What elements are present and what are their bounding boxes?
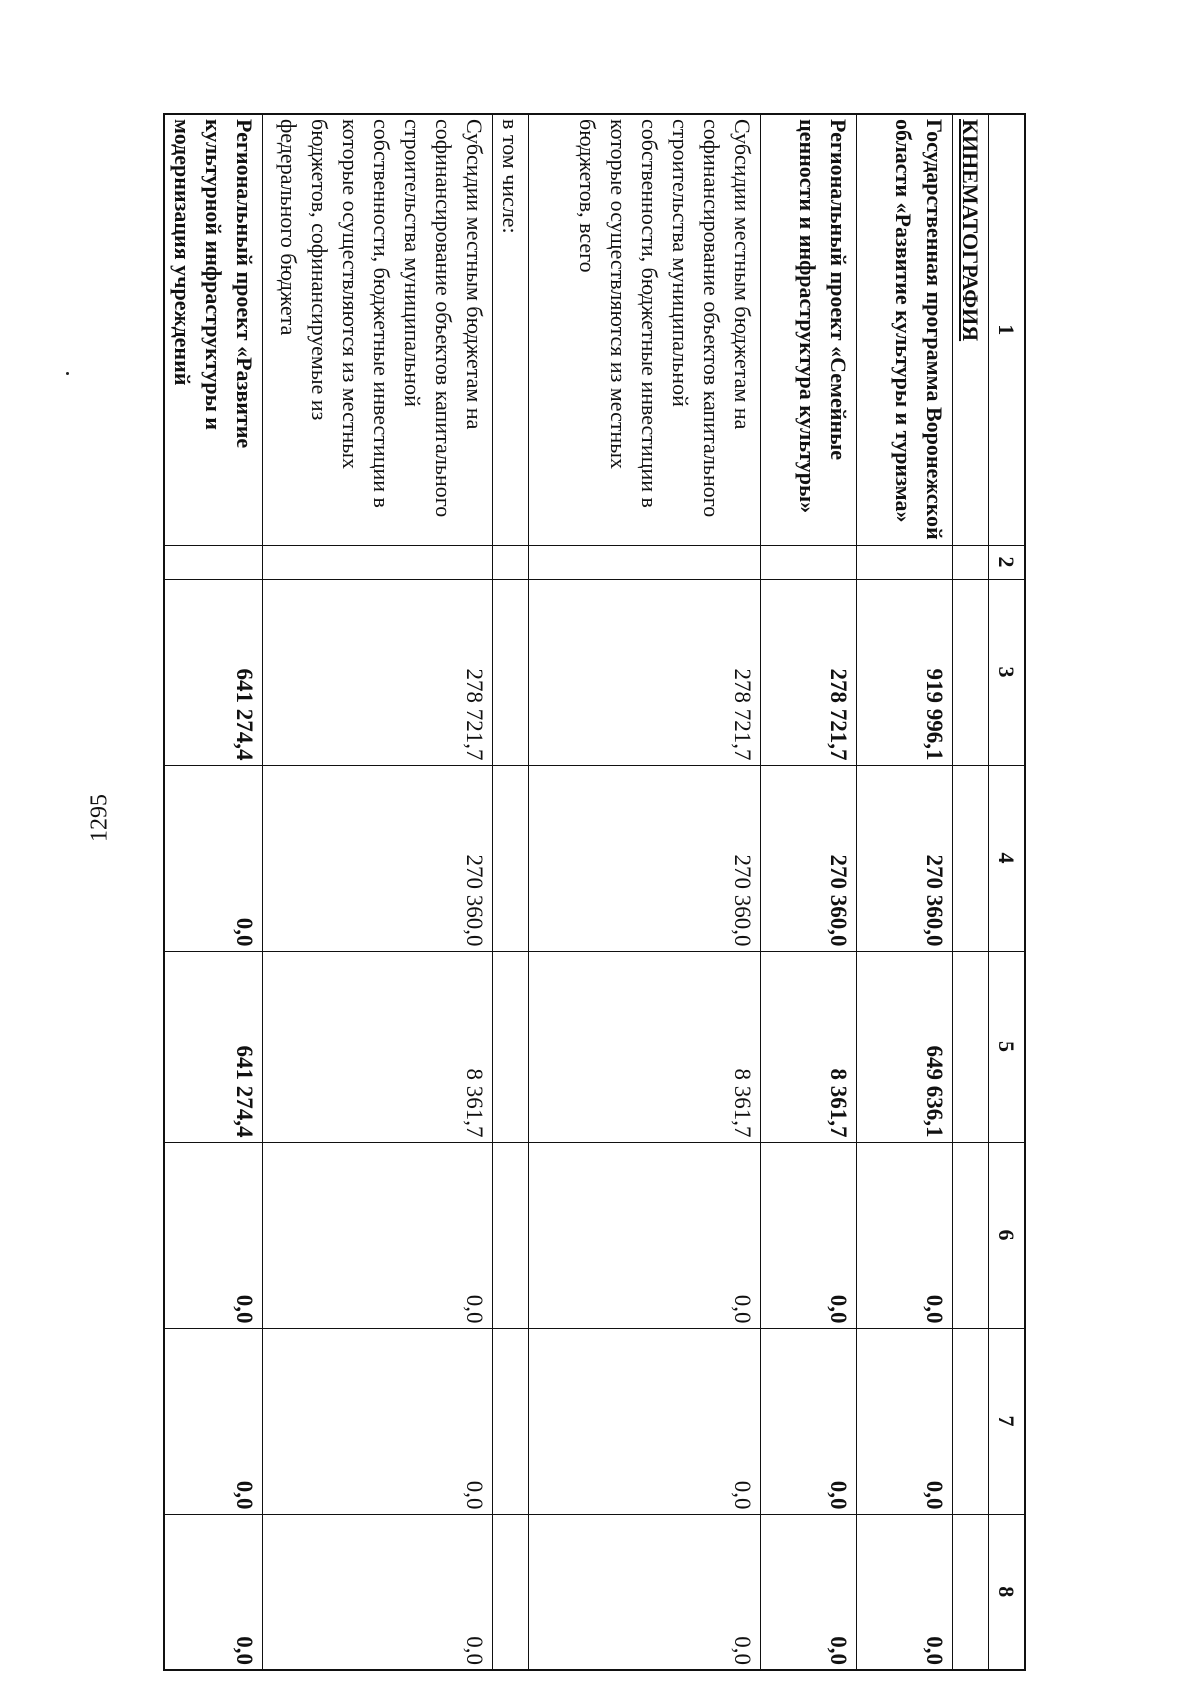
cell <box>493 951 529 1142</box>
table-row <box>529 114 761 1670</box>
cell-value: 270 360,0 <box>263 765 493 951</box>
row-name: Субсидии местным бюджетам на софинансирование объектов капитального строительства муниципальной собственности, бюджетные инвестиции в которые осуществляются из местных бюджетов, софинансируемые из федерального бюджета <box>263 114 493 545</box>
cell-value: 8 361,7 <box>761 951 857 1142</box>
row-name: Региональный проект «Развитие культурной инфраструктуры и модернизация учреждений <box>164 114 263 545</box>
cell <box>493 1142 529 1328</box>
cell-value: 0,0 <box>529 1142 761 1328</box>
cell <box>164 545 263 579</box>
cell-value: 278 721,7 <box>761 579 857 765</box>
cell <box>953 1142 989 1328</box>
budget-table <box>163 113 1026 1671</box>
cell-value: 0,0 <box>761 1142 857 1328</box>
table-row <box>857 114 953 1670</box>
col-header-6: 6 <box>989 1142 1026 1328</box>
section-title: КИНЕМАТОГРАФИЯ <box>953 114 989 545</box>
table-row <box>164 114 263 1670</box>
row-name: Государственная программа Воронежской области «Развитие культуры и туризма» <box>857 114 953 545</box>
cell-value: 0,0 <box>164 1514 263 1670</box>
cell-value: 0,0 <box>761 1328 857 1514</box>
row-name: Субсидии местным бюджетам на софинансирование объектов капитального строительства муниципальной собственности, бюджетные инвестиции в которые осуществляются из местных бюджетов, всего <box>529 114 761 545</box>
cell-value: 0,0 <box>263 1514 493 1670</box>
cell-value: 270 360,0 <box>857 765 953 951</box>
col-header-8: 8 <box>989 1514 1026 1670</box>
cell <box>953 951 989 1142</box>
col-header-2: 2 <box>989 545 1026 579</box>
cell-value: 270 360,0 <box>761 765 857 951</box>
cell <box>761 545 857 579</box>
cell <box>529 545 761 579</box>
cell <box>493 765 529 951</box>
header-row <box>989 114 1026 1670</box>
col-header-1: 1 <box>989 114 1026 545</box>
rotated-table-wrapper <box>170 113 1026 1669</box>
cell <box>953 545 989 579</box>
cell-value: 0,0 <box>164 1142 263 1328</box>
table-row <box>493 114 529 1670</box>
stray-dot <box>66 372 69 375</box>
col-header-7: 7 <box>989 1328 1026 1514</box>
cell-value: 0,0 <box>263 1142 493 1328</box>
table-row <box>263 114 493 1670</box>
cell-value: 8 361,7 <box>529 951 761 1142</box>
cell-value: 641 274,4 <box>164 951 263 1142</box>
cell-value: 641 274,4 <box>164 579 263 765</box>
page-number: 1295 <box>86 794 113 842</box>
cell-value: 8 361,7 <box>263 951 493 1142</box>
cell <box>263 545 493 579</box>
cell <box>857 545 953 579</box>
cell-value: 0,0 <box>529 1328 761 1514</box>
col-header-5: 5 <box>989 951 1026 1142</box>
cell-value: 0,0 <box>761 1514 857 1670</box>
row-name: в том числе: <box>493 114 529 545</box>
cell <box>953 579 989 765</box>
cell-value: 649 636,1 <box>857 951 953 1142</box>
cell-value: 278 721,7 <box>529 579 761 765</box>
cell <box>953 1328 989 1514</box>
cell-value: 0,0 <box>164 765 263 951</box>
col-header-3: 3 <box>989 579 1026 765</box>
row-name: Региональный проект «Семейные ценности и инфраструктура культуры» <box>761 114 857 545</box>
cell-value: 919 996,1 <box>857 579 953 765</box>
cell-value: 0,0 <box>857 1514 953 1670</box>
cell <box>493 579 529 765</box>
table-row <box>953 114 989 1670</box>
cell-value: 0,0 <box>164 1328 263 1514</box>
cell-value: 0,0 <box>529 1514 761 1670</box>
cell-value: 0,0 <box>857 1328 953 1514</box>
col-header-4: 4 <box>989 765 1026 951</box>
cell-value: 0,0 <box>263 1328 493 1514</box>
cell-value: 278 721,7 <box>263 579 493 765</box>
cell <box>953 1514 989 1670</box>
cell <box>493 1514 529 1670</box>
table-row <box>761 114 857 1670</box>
cell <box>493 545 529 579</box>
cell <box>493 1328 529 1514</box>
cell-value: 270 360,0 <box>529 765 761 951</box>
cell <box>953 765 989 951</box>
cell-value: 0,0 <box>857 1142 953 1328</box>
